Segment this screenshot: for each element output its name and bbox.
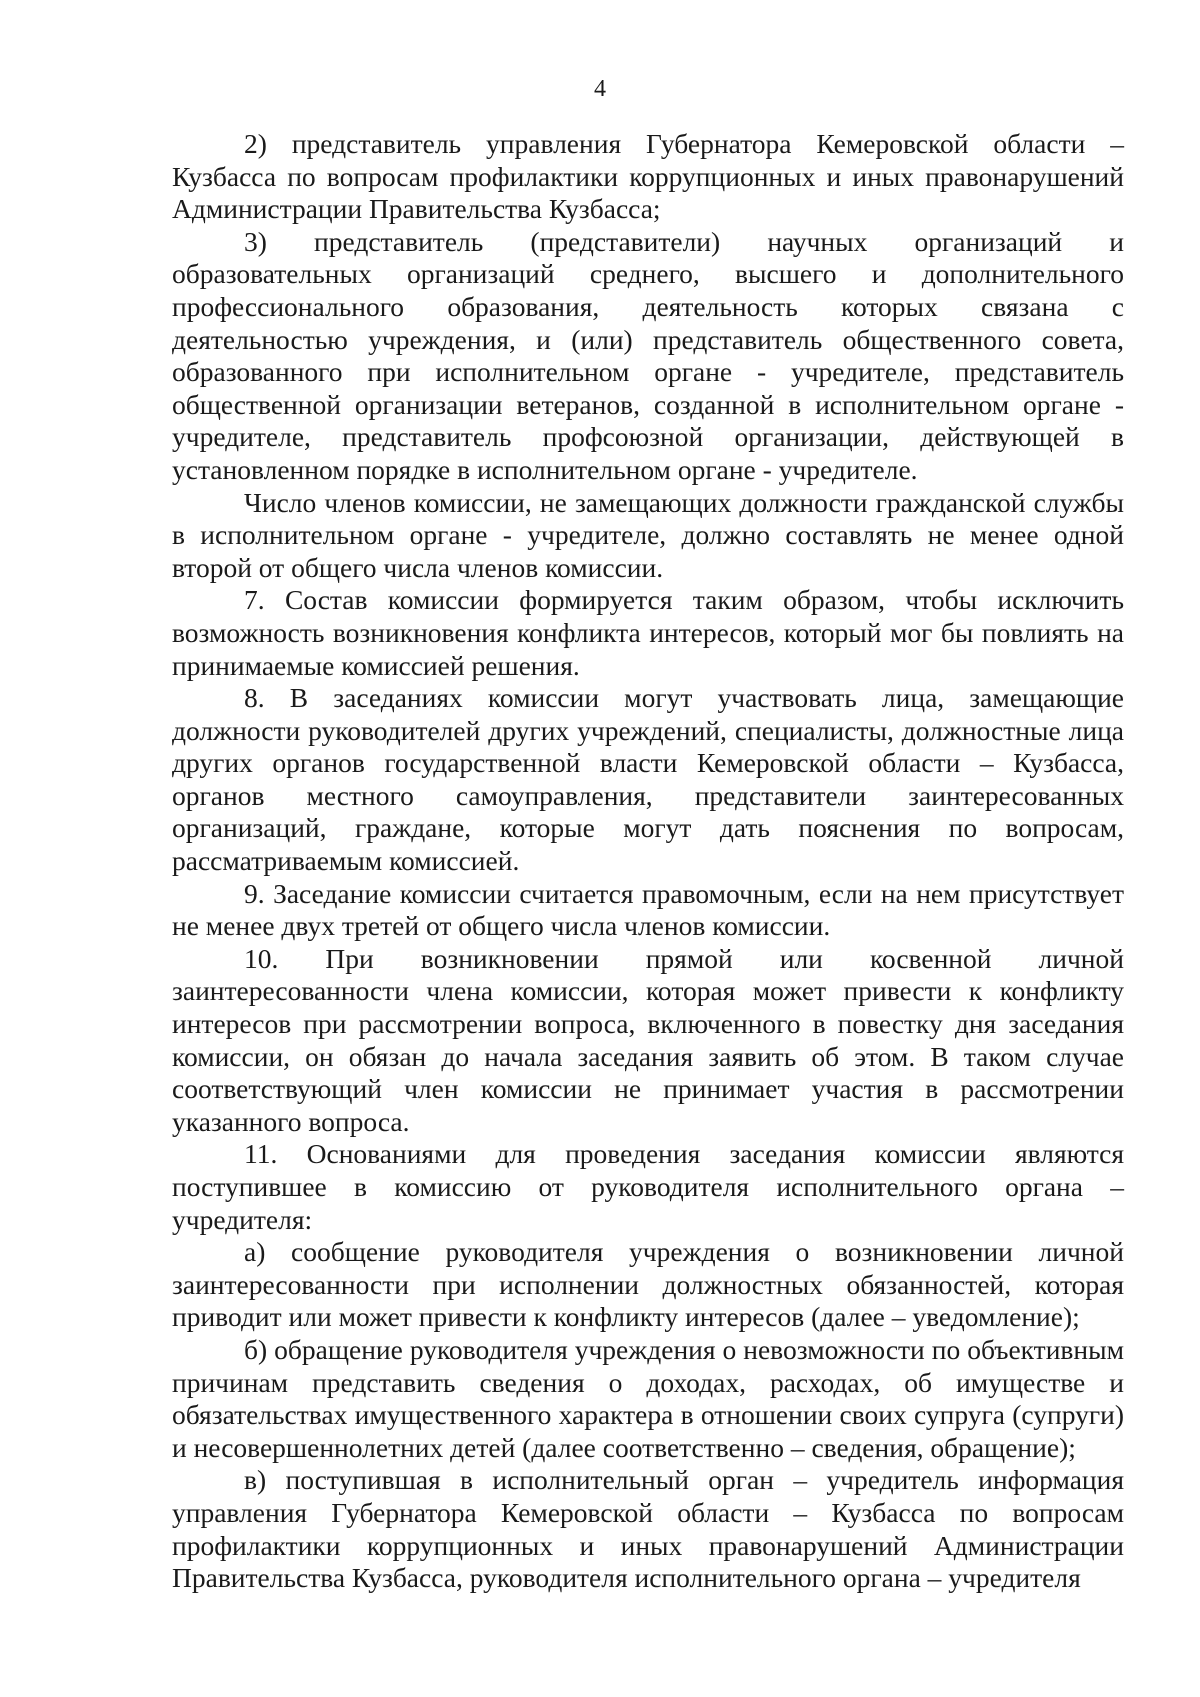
paragraph-point-9: 9. Заседание комиссии считается правомочным, если на нем присутствует не менее двух третей от общего числа членов комиссии. [172, 877, 1124, 942]
page-number: 4 [594, 76, 606, 102]
paragraph-non-civil-members-count: Число членов комиссии, не замещающих должности гражданской службы в исполнительном органе - учредителе, должно составлять не менее одной второй от общего числа членов комиссии. [172, 486, 1124, 583]
paragraph-point-11: 11. Основаниями для проведения заседания комиссии являются поступившее в комиссию от руководителя исполнительного органа – учредителя: [172, 1138, 1124, 1235]
paragraph-subitem-b: б) обращение руководителя учреждения о невозможности по объективным причинам представить сведения о доходах, расходах, об имуществе и обязательствах имущественного характера в отношении своих супруга (супруги) и несовершеннолетних детей (далее соответственно – сведения, обращение); [172, 1333, 1124, 1463]
paragraph-point-8: 8. В заседаниях комиссии могут участвовать лица, замещающие должности руководителей других учреждений, специалисты, должностные лица других органов государственной власти Кемеровской области – Кузбасса, органов местного самоуправления, представители заинтересованных организаций, граждане, которые могут дать пояснения по вопросам, рассматриваемым комиссией. [172, 682, 1124, 877]
paragraph-item-3-representatives-organizations: 3) представитель (представители) научных организаций и образовательных организаций среднего, высшего и дополнительного профессионального образования, деятельность которых связана с деятельностью учреждения, и (или) представитель общественного совета, образованного при исполнительном органе - учредителе, представитель общественной организации ветеранов, созданной в исполнительном органе - учредителе, представитель профсоюзной организации, действующей в установленном порядке в исполнительном органе - учредителе. [172, 225, 1124, 485]
paragraph-point-10: 10. При возникновении прямой или косвенной личной заинтересованности члена комиссии, которая может привести к конфликту интересов при рассмотрении вопроса, включенного в повестку дня заседания комиссии, он обязан до начала заседания заявить об этом. В таком случае соответствующий член комиссии не принимает участия в рассмотрении указанного вопроса. [172, 942, 1124, 1137]
paragraph-item-2-representative-governor-office: 2) представитель управления Губернатора Кемеровской области – Кузбасса по вопросам профилактики коррупционных и иных правонарушений Администрации Правительства Кузбасса; [172, 128, 1124, 225]
document-body [172, 128, 1124, 1595]
paragraph-point-7: 7. Состав комиссии формируется таким образом, чтобы исключить возможность возникновения конфликта интересов, который мог бы повлиять на принимаемые комиссией решения. [172, 584, 1124, 681]
paragraph-subitem-a: а) сообщение руководителя учреждения о возникновении личной заинтересованности при исполнении должностных обязанностей, которая приводит или может привести к конфликту интересов (далее – уведомление); [172, 1236, 1124, 1333]
paragraph-subitem-v: в) поступившая в исполнительный орган – учредитель информация управления Губернатора Кемеровской области – Кузбасса по вопросам профилактики коррупционных и иных правонарушений Администрации Правительства Кузбасса, руководителя исполнительного органа – учредителя [172, 1464, 1124, 1594]
